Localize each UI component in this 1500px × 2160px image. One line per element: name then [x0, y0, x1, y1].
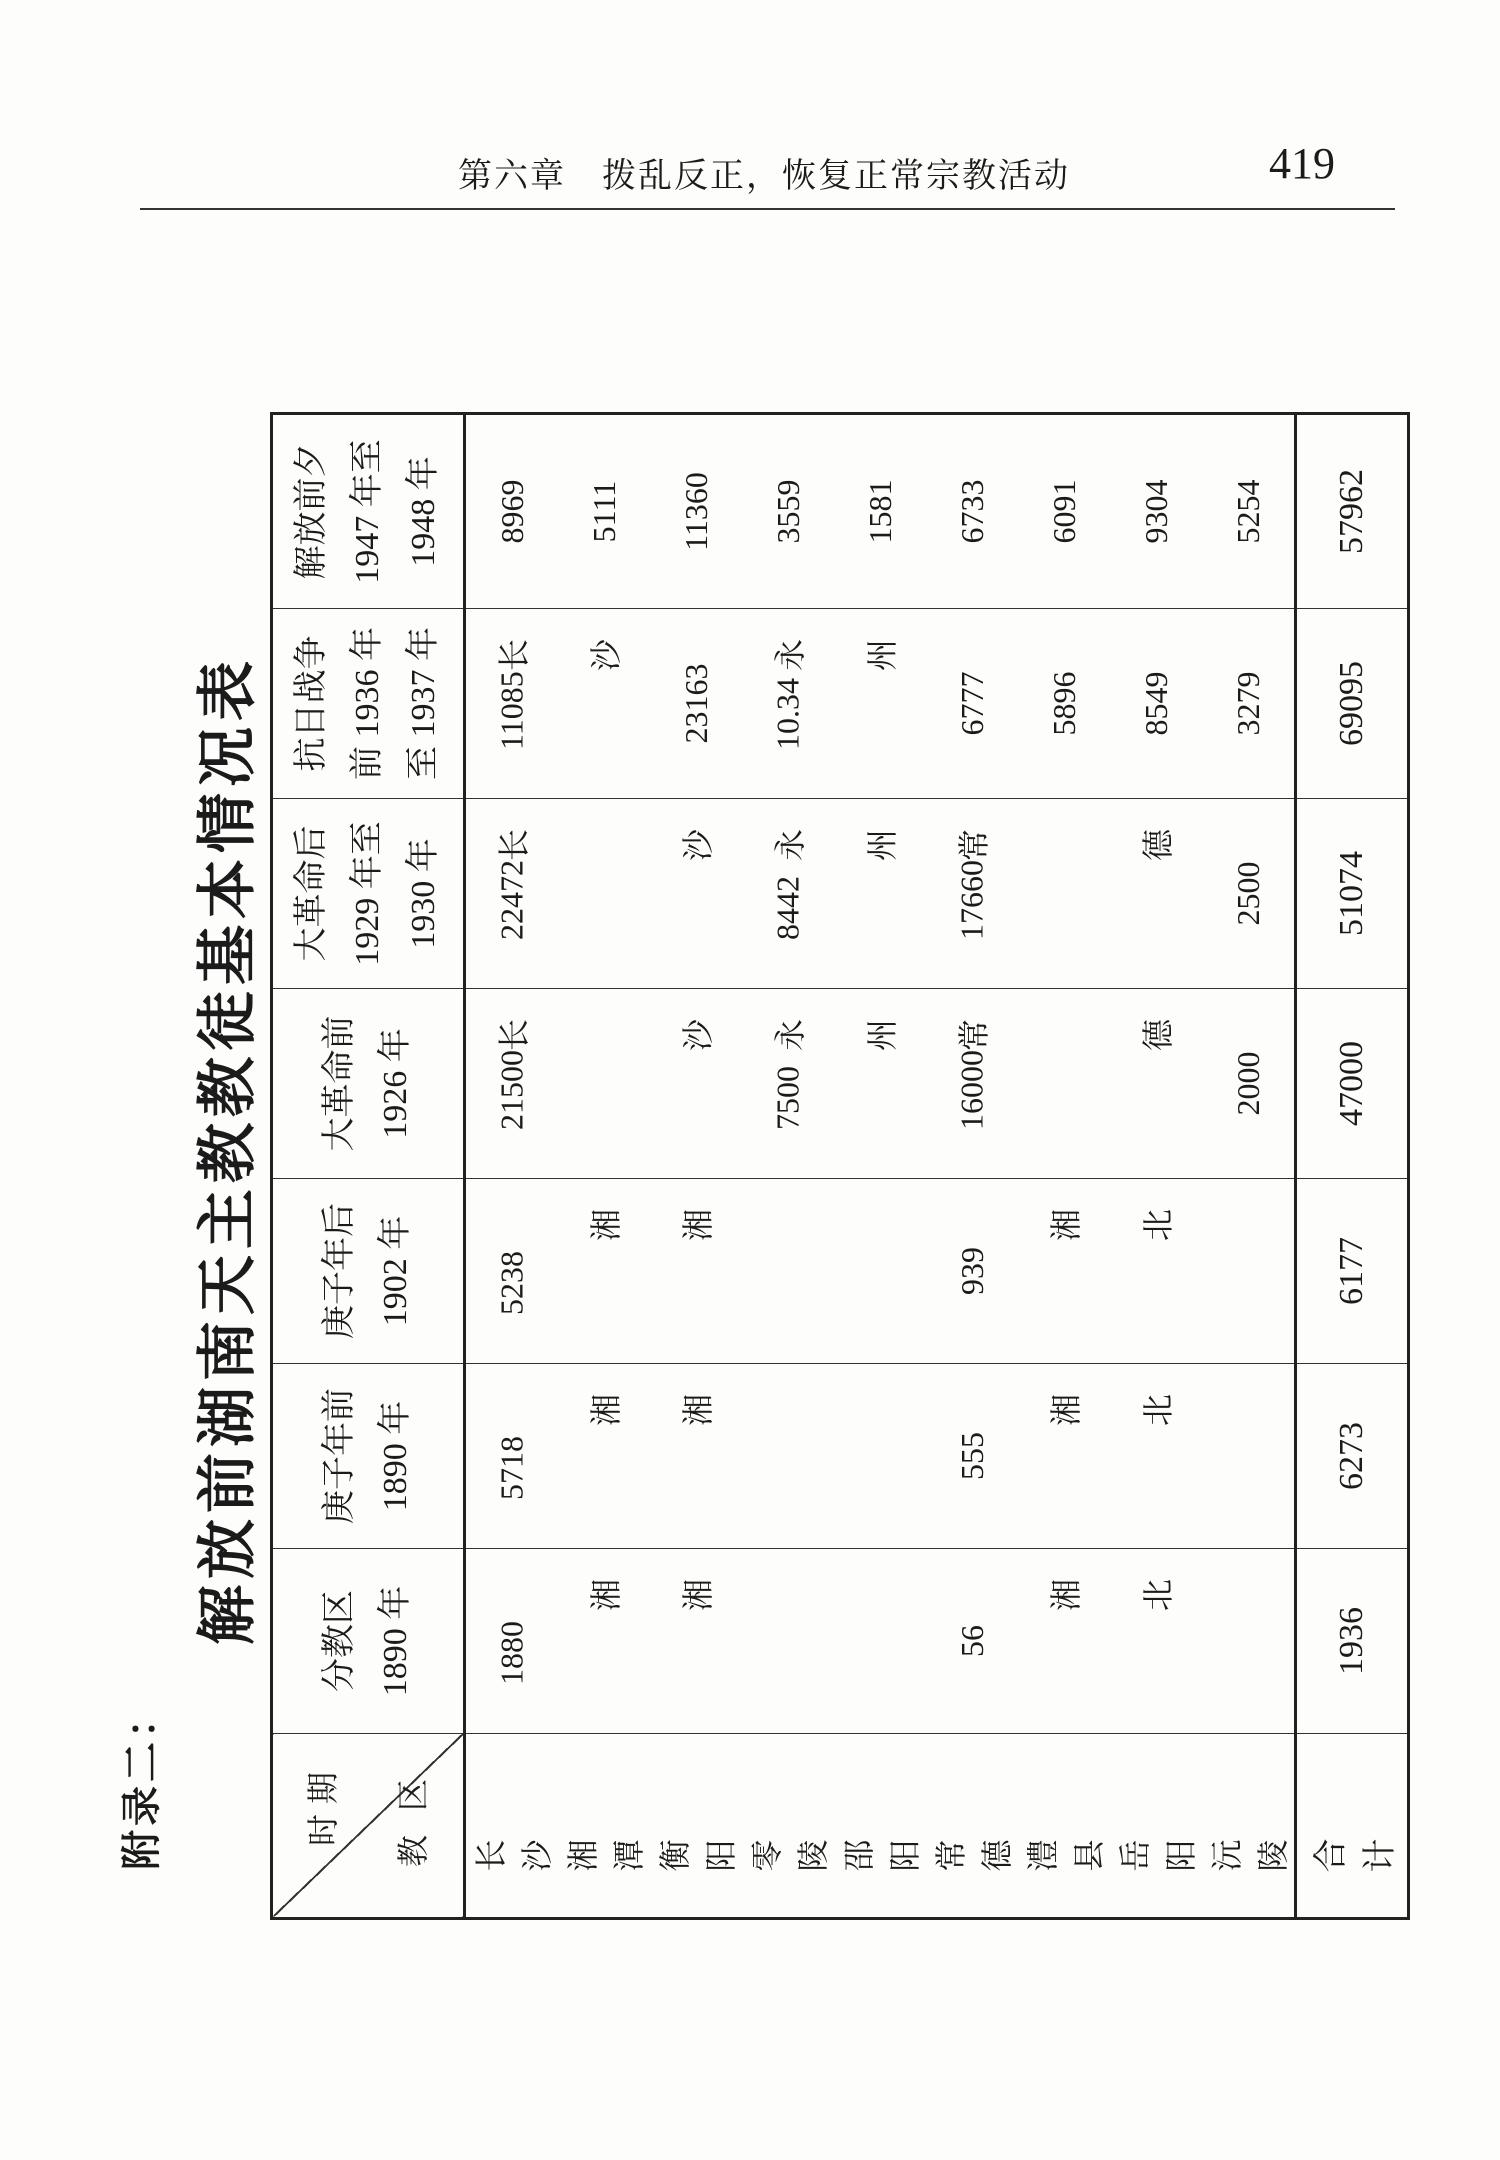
appendix-label: 附录二： [119, 1694, 165, 1870]
data-cell [650, 1549, 742, 1734]
data-cell [834, 799, 926, 989]
region-cell: 沅陵 [1202, 1734, 1296, 1919]
data-cell [834, 989, 926, 1179]
count-value: 1880 [493, 1621, 530, 1685]
data-cell [558, 414, 650, 609]
column-header [272, 609, 465, 799]
data-cell [1018, 989, 1110, 1179]
column-header-line: 1890 年 [377, 1400, 414, 1512]
column-header-line: 庚子年前 [321, 1388, 358, 1524]
data-cell [1110, 1179, 1202, 1364]
column-header-line: 1929 年至 [349, 821, 386, 966]
column-header-line: 庚子年后 [321, 1203, 358, 1339]
header-rule [140, 208, 1395, 210]
count-value: 8549 [1137, 671, 1174, 736]
total-value: 6273 [1296, 1364, 1409, 1549]
data-cell [1202, 989, 1296, 1179]
region-cell: 常德 [926, 1734, 1018, 1919]
diocese-char: 德 [1140, 829, 1176, 862]
data-cell [742, 1179, 834, 1364]
count-value: 6091 [1045, 479, 1082, 544]
data-cell [558, 1179, 650, 1364]
data-cell [558, 1364, 650, 1549]
data-cell [926, 799, 1018, 989]
corner-region-label: 教区 [395, 1754, 431, 1867]
diocese-char: 湘 [588, 1394, 624, 1427]
column-header [272, 989, 465, 1179]
data-cell [1202, 609, 1296, 799]
count-value: 11085 [493, 671, 530, 750]
column-header-line: 大革命前 [321, 1015, 358, 1152]
table-row [558, 414, 650, 1919]
data-cell [465, 1549, 559, 1734]
column-header-line: 大革命后 [293, 825, 330, 962]
total-label: 合计 [1296, 1734, 1409, 1919]
column-header [272, 1364, 465, 1549]
count-value: 2500 [1229, 861, 1266, 926]
data-cell [926, 1549, 1018, 1734]
column-header-line: 1930 年 [405, 838, 442, 949]
count-value: 5238 [493, 1251, 530, 1315]
data-cell [834, 609, 926, 799]
table-row [650, 414, 742, 1919]
data-cell [1202, 1364, 1296, 1549]
column-header [272, 1549, 465, 1734]
data-cell [650, 1179, 742, 1364]
diocese-char: 北 [1140, 1209, 1176, 1242]
count-value: 17660 [953, 860, 990, 940]
count-value: 8442 [769, 876, 806, 940]
data-cell [1018, 1364, 1110, 1549]
diocese-char: 长 [496, 1019, 532, 1052]
data-cell [926, 1179, 1018, 1364]
data-cell [834, 1364, 926, 1549]
data-cell [558, 989, 650, 1179]
data-cell [1110, 414, 1202, 609]
region-cell: 零陵 [742, 1734, 834, 1919]
data-cell [558, 609, 650, 799]
data-cell [834, 1179, 926, 1364]
total-value: 1936 [1296, 1549, 1409, 1734]
data-cell [1018, 609, 1110, 799]
data-cell [650, 799, 742, 989]
corner-cell [272, 1734, 465, 1919]
diocese-char: 永 [772, 1019, 808, 1052]
count-value: 21500 [493, 1050, 530, 1130]
column-header-line: 1947 年至 [349, 439, 386, 584]
data-cell [1110, 799, 1202, 989]
region-cell: 岳阳 [1110, 1734, 1202, 1919]
data-cell [742, 414, 834, 609]
diocese-char: 湘 [680, 1579, 716, 1612]
data-cell [650, 609, 742, 799]
data-cell [650, 989, 742, 1179]
data-cell [1202, 1179, 1296, 1364]
diocese-char: 常 [956, 1019, 992, 1052]
region-cell: 衡阳 [650, 1734, 742, 1919]
data-cell [1110, 609, 1202, 799]
diocese-char: 沙 [588, 639, 624, 672]
column-header-line: 1902 年 [377, 1215, 414, 1327]
diocese-char: 北 [1140, 1579, 1176, 1612]
table-row [1202, 414, 1296, 1919]
column-header-line: 抗日战争 [293, 635, 330, 772]
count-value: 6733 [953, 479, 990, 544]
data-cell [1018, 1179, 1110, 1364]
total-row [1296, 414, 1409, 1919]
count-value: 5254 [1229, 479, 1266, 544]
diocese-char: 湘 [588, 1579, 624, 1612]
data-cell [1018, 1549, 1110, 1734]
diocese-char: 德 [1140, 1019, 1176, 1052]
data-cell [1018, 799, 1110, 989]
count-value: 2000 [1229, 1051, 1266, 1116]
page-number: 419 [1269, 139, 1335, 188]
count-value: 7500 [769, 1066, 806, 1130]
count-value: 22472 [493, 860, 530, 940]
catholic-statistics-table [270, 412, 1410, 1920]
corner-period-label: 时期 [305, 1762, 341, 1847]
count-value: 6777 [953, 671, 990, 736]
column-header [272, 1179, 465, 1364]
count-value: 1581 [861, 479, 898, 544]
table-row [926, 414, 1018, 1919]
total-value: 51074 [1296, 799, 1409, 989]
data-cell [1018, 414, 1110, 609]
count-value: 3559 [769, 479, 806, 544]
region-cell: 邵阳 [834, 1734, 926, 1919]
diocese-char: 长 [496, 639, 532, 672]
column-header-line: 前 1936 年 [349, 627, 386, 780]
count-value: 9304 [1137, 479, 1174, 544]
table-title: 解放前湖南天主教教徒基本情况表 [193, 655, 263, 1645]
data-cell [465, 1364, 559, 1549]
data-cell [1110, 989, 1202, 1179]
data-cell [926, 989, 1018, 1179]
count-value: 939 [953, 1247, 990, 1295]
diocese-char: 湘 [680, 1209, 716, 1242]
data-cell [742, 799, 834, 989]
table-row [1018, 414, 1110, 1919]
data-cell [1202, 799, 1296, 989]
data-cell [742, 609, 834, 799]
total-value: 6177 [1296, 1179, 1409, 1364]
diocese-char: 沙 [680, 1019, 716, 1052]
diocese-char: 湘 [680, 1394, 716, 1427]
diocese-char: 沙 [680, 829, 716, 862]
data-cell [1110, 1364, 1202, 1549]
total-value: 47000 [1296, 989, 1409, 1179]
column-header [272, 799, 465, 989]
diocese-char: 湘 [1048, 1579, 1084, 1612]
count-value: 16000 [953, 1050, 990, 1130]
rotated-content [110, 340, 1399, 1960]
count-value: 8969 [493, 479, 530, 544]
data-cell [1202, 414, 1296, 609]
count-value: 5896 [1045, 671, 1082, 736]
region-cell: 湘潭 [558, 1734, 650, 1919]
count-value: 56 [953, 1625, 990, 1657]
column-header-line: 分教区 [321, 1590, 358, 1692]
table-row [1110, 414, 1202, 1919]
diocese-char: 常 [956, 829, 992, 862]
running-header [140, 140, 1390, 210]
column-header-line: 解放前夕 [293, 443, 330, 580]
column-header-line: 至 1937 年 [405, 627, 442, 780]
diocese-char: 湘 [1048, 1394, 1084, 1427]
data-cell [465, 799, 559, 989]
column-header [272, 414, 465, 609]
header-row [272, 414, 465, 1919]
data-cell [650, 414, 742, 609]
diocese-char: 湘 [1048, 1209, 1084, 1242]
count-value: 5111 [585, 480, 622, 543]
diocese-char: 长 [496, 829, 532, 862]
data-cell [926, 609, 1018, 799]
diocese-char: 湘 [588, 1209, 624, 1242]
data-cell [742, 1549, 834, 1734]
table-row [742, 414, 834, 1919]
data-cell [558, 1549, 650, 1734]
data-cell [465, 414, 559, 609]
data-cell [465, 1179, 559, 1364]
count-value: 3279 [1229, 671, 1266, 736]
region-cell: 长沙 [465, 1734, 559, 1919]
table-row [465, 414, 559, 1919]
data-cell [650, 1364, 742, 1549]
count-value: 23163 [677, 663, 714, 744]
data-cell [926, 414, 1018, 609]
data-cell [558, 799, 650, 989]
table-row [834, 414, 926, 1919]
data-cell [742, 989, 834, 1179]
column-header-line: 1926 年 [377, 1028, 414, 1139]
total-value: 57962 [1296, 414, 1409, 609]
diocese-char: 北 [1140, 1394, 1176, 1427]
diocese-char: 州 [864, 1019, 900, 1052]
data-cell [465, 989, 559, 1179]
region-cell: 澧县 [1018, 1734, 1110, 1919]
diocese-char: 永 [772, 639, 808, 672]
data-cell [742, 1364, 834, 1549]
total-value: 69095 [1296, 609, 1409, 799]
count-value: 555 [953, 1432, 990, 1480]
data-cell [834, 1549, 926, 1734]
diocese-char: 州 [864, 829, 900, 862]
diocese-char: 永 [772, 829, 808, 862]
count-value: 10.34 [769, 678, 806, 750]
diocese-char: 州 [864, 639, 900, 672]
chapter-title: 第六章 拨乱反正，恢复正常宗教活动 [458, 156, 1070, 196]
data-cell [1202, 1549, 1296, 1734]
data-cell [834, 414, 926, 609]
data-cell [1110, 1549, 1202, 1734]
column-header-line: 1948 年 [405, 456, 442, 567]
column-header-line: 1890 年 [377, 1585, 414, 1697]
count-value: 11360 [677, 472, 714, 551]
count-value: 5718 [493, 1436, 530, 1500]
data-cell [465, 609, 559, 799]
data-cell [926, 1364, 1018, 1549]
